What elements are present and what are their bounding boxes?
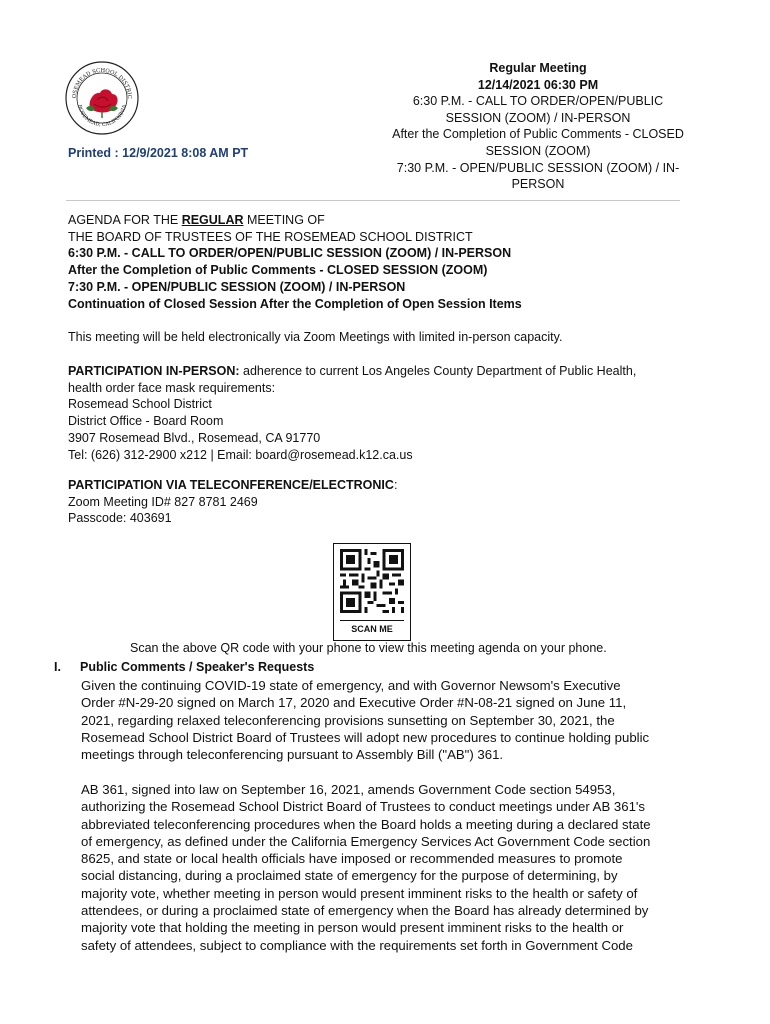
teleconference-block	[68, 477, 688, 527]
meeting-info-block	[368, 60, 708, 193]
meeting-info-line: SESSION (ZOOM) / IN-PERSON	[445, 110, 631, 125]
agenda-line: After the Completion of Public Comments - CLOSED SESSION (ZOOM)	[68, 263, 488, 278]
meeting-type: Regular Meeting	[489, 61, 587, 75]
zoom-meeting-id: Zoom Meeting ID# 827 8781 2469	[68, 494, 258, 509]
paragraph-line: safety of attendees, subject to compliance with the requirements set forth in Government Code	[81, 937, 633, 953]
meeting-datetime: 12/14/2021 06:30 PM	[477, 77, 599, 92]
seal-text-top: OSEMEAD SCHOOL DISTRIC	[71, 67, 133, 99]
meeting-info-line: SESSION (ZOOM)	[485, 143, 591, 158]
teleconference-line: PARTICIPATION VIA TELECONFERENCE/ELECTRONIC:	[68, 478, 398, 492]
zoom-passcode: Passcode: 403691	[68, 511, 172, 526]
agenda-line: THE BOARD OF TRUSTEES OF THE ROSEMEAD SCHOOL DISTRICT	[68, 229, 473, 244]
section-paragraph	[81, 677, 685, 763]
section-title: Public Comments / Speaker's Requests	[80, 660, 315, 674]
in-person-line: Rosemead School District	[68, 397, 212, 412]
contact-line: Tel: (626) 312-2900 x212 | Email: board@rosemead.k12.ca.us	[68, 447, 413, 462]
qr-caption: Scan the above QR code with your phone to view this meeting agenda on your phone.	[130, 641, 607, 655]
paragraph-line: abbreviated teleconferencing procedures when the Board holds a meeting during a declared state	[81, 816, 651, 832]
in-person-line: District Office - Board Room	[68, 414, 224, 429]
paragraph-line: AB 361, signed into law on September 16, 2021, amends Government Code section 54953,	[81, 782, 616, 797]
district-seal-logo	[64, 60, 140, 136]
regular-emphasis: REGULAR	[181, 213, 244, 227]
paragraph-line: of emergency, as defined under the California Emergency Services Act Government Code section	[81, 833, 651, 849]
agenda-line: 7:30 P.M. - OPEN/PUBLIC SESSION (ZOOM) / IN-PERSON	[68, 279, 406, 294]
paragraph-line: Given the continuing COVID-19 state of emergency, and with Governor Newsom's Executive	[81, 678, 621, 693]
seal-text-bottom: ROSEMEAD, CALIFORNIA	[76, 104, 128, 129]
agenda-line: 6:30 P.M. - CALL TO ORDER/OPEN/PUBLIC SESSION (ZOOM) / IN-PERSON	[68, 246, 512, 261]
in-person-line: 3907 Rosemead Blvd., Rosemead, CA 91770	[68, 430, 321, 445]
meeting-info-line: After the Completion of Public Comments - CLOSED	[392, 127, 684, 142]
paragraph-line: meetings through teleconferencing pursuant to Assembly Bill ("AB") 361.	[81, 747, 504, 763]
rose-seal-icon	[64, 60, 140, 136]
section-number: I.	[54, 660, 61, 674]
paragraph-line: Order #N-29-20 signed on March 17, 2020 and Executive Order #N-08-21 signed on June 11,	[81, 695, 627, 711]
header-divider	[66, 200, 680, 201]
meeting-info-line: 6:30 P.M. - CALL TO ORDER/OPEN/PUBLIC	[412, 94, 664, 109]
electronic-note: This meeting will be held electronically via Zoom Meetings with limited in-person capacity.	[68, 330, 563, 344]
printed-timestamp: Printed : 12/9/2021 8:08 AM PT	[68, 146, 249, 160]
section-paragraph	[81, 781, 685, 954]
qr-code-icon	[340, 549, 404, 613]
in-person-line: health order face mask requirements:	[68, 380, 276, 395]
section-heading	[54, 660, 314, 674]
meeting-info-line: PERSON	[511, 177, 565, 192]
meeting-info-line: 7:30 P.M. - OPEN/PUBLIC SESSION (ZOOM) / IN-	[396, 160, 680, 175]
paragraph-line: majority vote, whether meeting in person would present imminent risks to the health or safety of	[81, 885, 638, 901]
paragraph-line: authorizing the Rosemead School District Board of Trustees to conduct meetings under AB 361's	[81, 799, 646, 815]
agenda-line: Continuation of Closed Session After the Completion of Open Session Items	[68, 296, 522, 311]
paragraph-line: 8625, and state or local health officials have imposed or recommended measures to promote	[81, 851, 623, 867]
scan-me-label: SCAN ME	[340, 620, 404, 634]
paragraph-line: Rosemead School District Board of Trustees will adopt new procedures to continue holding public	[81, 729, 650, 745]
paragraph-line: 2021, regarding relaxed teleconferencing provisions sunsetting on September 30, 2021, the	[81, 712, 615, 728]
paragraph-line: majority vote that holding the meeting in person would present imminent risks to the health or	[81, 920, 624, 936]
in-person-block	[68, 363, 688, 463]
agenda-title-block	[68, 212, 688, 312]
agenda-line: AGENDA FOR THE REGULAR MEETING OF	[68, 213, 325, 227]
in-person-label: PARTICIPATION IN-PERSON:	[68, 364, 240, 378]
qr-code[interactable]	[333, 543, 411, 641]
in-person-line: PARTICIPATION IN-PERSON: adherence to current Los Angeles County Department of Public Health,	[68, 364, 637, 378]
paragraph-line: social distancing, during a proclaimed state of emergency for the purpose of determining, by	[81, 868, 618, 884]
teleconference-label: PARTICIPATION VIA TELECONFERENCE/ELECTRONIC	[68, 478, 394, 492]
paragraph-line: attendees, or during a proclaimed state of emergency when the Board has already determined by	[81, 903, 649, 919]
